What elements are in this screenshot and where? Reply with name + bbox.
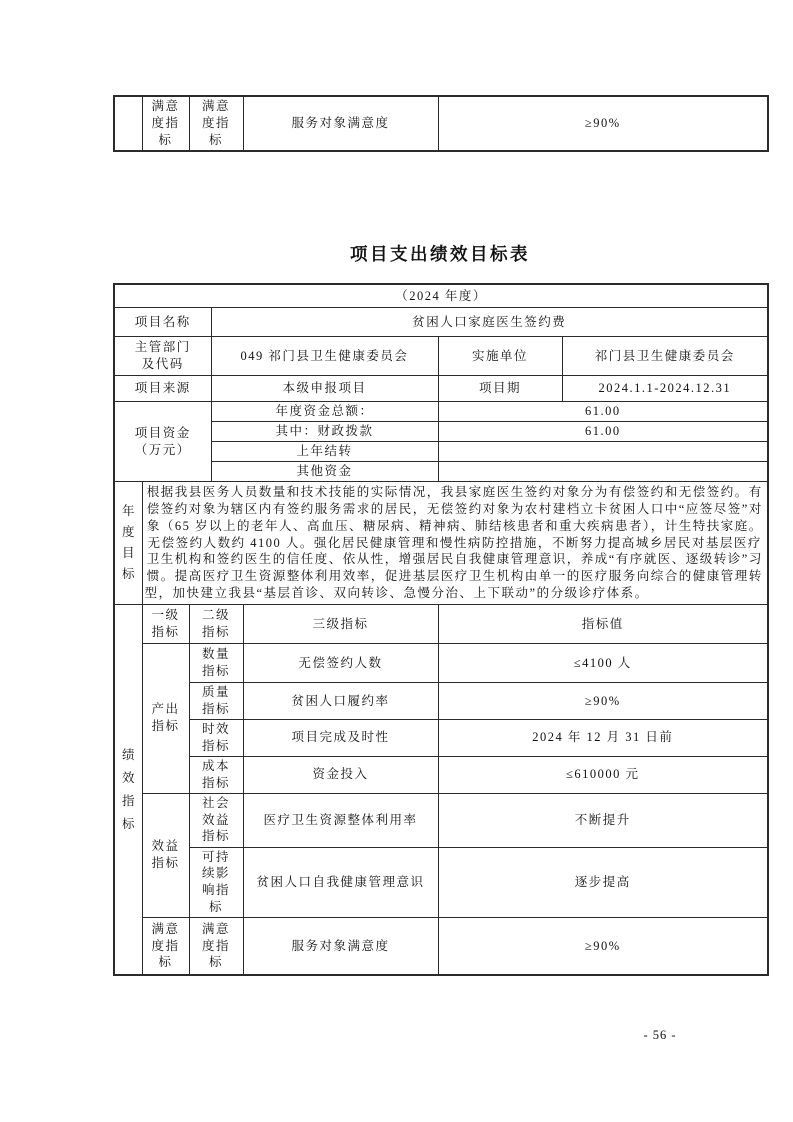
fragment-spacer-cell [114,96,142,151]
funds-carryover-value [438,442,768,462]
funds-label: 项目资金（万元） [134,425,191,457]
level2-cost-cell [189,756,243,793]
indicator-row-timeliness [114,720,768,757]
funds-total-value: 61.00 [438,402,768,422]
indicator-row-sustainability [114,847,768,918]
header-value: 指标值 [438,605,768,644]
indicator-header-row [114,605,768,644]
funds-other-name: 其他资金 [211,462,438,482]
funds-label-cell [114,402,211,482]
group-output-cell [142,644,189,794]
indicator-timeliness: 项目完成及时性 [243,720,438,757]
indicator-satisfaction: 服务对象满意度 [243,918,438,976]
value-social: 不断提升 [438,793,768,847]
department-row [114,337,768,376]
indicator-quantity: 无偿签约人数 [243,644,438,683]
funds-fiscal-name: 其中：财政拨款 [211,422,438,442]
level2-quality-cell [189,683,243,720]
group-satisfaction-label: 满意度指标 [151,921,180,970]
level2-satisfaction-cell [189,918,243,976]
level2-social-cell [189,793,243,847]
period-label: 项目期 [438,376,562,402]
implement-unit-label: 实施单位 [438,337,562,376]
indicator-row-satisfaction [114,918,768,976]
funds-total-row [114,402,768,422]
source-label: 项目来源 [114,376,211,402]
project-name-row [114,308,768,337]
header-level1: 一级指标 [151,608,180,639]
project-name-label: 项目名称 [114,308,211,337]
group-benefit-cell [142,793,189,918]
header-level1-cell [142,605,189,644]
level2-quantity-label: 数量指标 [201,647,230,678]
indicator-row-social-benefit [114,793,768,847]
funds-other-value [438,462,768,482]
group-output-label: 产出指标 [151,702,180,734]
level2-quality-label: 质量指标 [201,685,230,716]
annual-goal-label-cell [114,482,142,605]
indicator-cost: 资金投入 [243,756,438,793]
indicators-label: 绩效指标 [121,747,135,831]
fragment-value-cell: ≥90% [438,96,768,151]
page-title: 项目支出绩效目标表 [350,244,530,264]
indicators-label-cell [114,605,142,976]
page-number: - 56 - [643,1028,677,1042]
header-level2-cell [189,605,243,644]
level2-cost-label: 成本指标 [201,758,230,790]
fragment-level2-cell [189,96,243,151]
indicator-sustain: 贫困人口自我健康管理意识 [243,847,438,918]
value-cost: ≤610000 元 [438,756,768,793]
value-quality: ≥90% [438,683,768,720]
indicator-row-quality [114,683,768,720]
project-name-value: 贫困人口家庭医生签约费 [211,308,768,337]
value-quantity: ≤4100 人 [438,644,768,683]
indicator-row-cost [114,756,768,793]
source-value: 本级申报项目 [211,376,438,402]
fragment-level1-label: 满意度指标 [151,99,180,147]
funds-other-row [114,462,768,482]
fragment-level2-label: 满意度指标 [201,99,230,147]
group-satisfaction-cell [142,918,189,976]
value-timeliness: 2024 年 12 月 31 日前 [438,720,768,757]
department-label: 主管部门及代码 [134,340,191,371]
annual-goal-text: 根据我县医务人员数量和技术技能的实际情况，我县家庭医生签约对象分为有偿签约和无偿签约。有偿签约对象为辖区内有签约服务需求的居民，无偿签约对象为农村建档立卡贫困人口中“应签尽签”对象（65 岁以上的老年人、高血压、糖尿病、精神病、肺结核患者和重大疾病患者），计生特扶家庭。无偿签约人数约 4100 人。强化居民健康管理和慢性病防控措施，不断努力提高城乡居民对基层医疗卫生机构和签约医生的信任度、依从性，增强居民自我健康管理意识，养成“有序就医、逐级转诊”习惯。提高医疗卫生资源整体利用效率，促进基层医疗卫生机构由单一的医疗服务向综合的健康管理转型，加快建立我县“基层首诊、双向转诊、急慢分治、上下联动”的分级诊疗体系。 [142,482,768,605]
funds-carryover-name: 上年结转 [211,442,438,462]
previous-page-table-fragment [113,95,769,152]
annual-goal-row [114,482,768,605]
header-level3: 三级指标 [243,605,438,644]
year-subtitle: （2024 年度） [114,284,768,308]
indicator-social: 医疗卫生资源整体利用率 [243,793,438,847]
level2-social-label: 社会效益指标 [201,795,230,844]
value-satisfaction: ≥90% [438,918,768,976]
indicator-row-quantity [114,644,768,683]
level2-quantity-cell [189,644,243,683]
department-value: 049 祁门县卫生健康委员会 [211,337,438,376]
fragment-indicator-cell: 服务对象满意度 [243,96,438,151]
subtitle-row [114,284,768,308]
value-sustain: 逐步提高 [438,847,768,918]
level2-sustain-label: 可持续影响指标 [201,849,230,915]
group-benefit-label: 效益指标 [151,839,180,871]
fragment-level1-cell [142,96,189,151]
level2-sustain-cell [189,847,243,918]
fragment-row [114,96,768,151]
performance-target-table [113,283,769,976]
funds-total-name: 年度资金总额： [211,402,438,422]
funds-fiscal-row [114,422,768,442]
funds-carryover-row [114,442,768,462]
header-level2: 二级指标 [201,608,230,639]
level2-timeliness-label: 时效指标 [201,722,230,753]
annual-goal-label: 年度目标 [121,504,135,581]
department-label-cell [114,337,211,376]
funds-fiscal-value: 61.00 [438,422,768,442]
project-source-row [114,376,768,402]
implement-unit-value: 祁门县卫生健康委员会 [562,337,768,376]
indicator-quality: 贫困人口履约率 [243,683,438,720]
level2-timeliness-cell [189,720,243,757]
period-value: 2024.1.1-2024.12.31 [562,376,768,402]
level2-satisfaction-label: 满意度指标 [201,921,230,970]
